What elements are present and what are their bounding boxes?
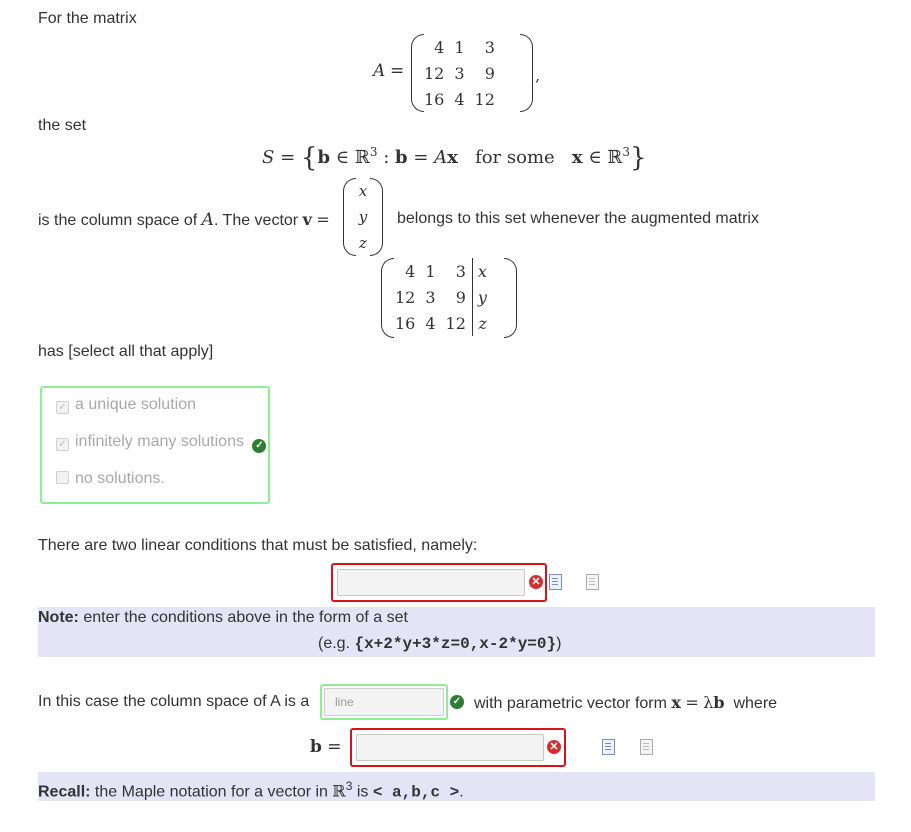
matrix-a-display xyxy=(373,34,543,114)
matrix-cell: y xyxy=(477,287,487,307)
b-input[interactable] xyxy=(356,734,544,761)
eq: = xyxy=(327,737,342,757)
matrix-cell: x xyxy=(477,261,487,281)
line-answer-box xyxy=(320,684,448,720)
recall-is: is xyxy=(356,783,369,801)
column-space-prompt: In this case the column space of A is a xyxy=(38,693,310,710)
x-vec: x xyxy=(447,147,458,168)
matrix-row xyxy=(390,310,492,336)
matrix-cell: 12 xyxy=(441,310,473,336)
left-brace: { xyxy=(300,143,318,173)
recall-text xyxy=(38,779,464,801)
matrix-cell: 12 xyxy=(424,63,445,83)
in: ∈ xyxy=(335,147,350,168)
vector-v xyxy=(343,178,383,256)
choice-infinite[interactable] xyxy=(56,433,266,453)
matrix-row xyxy=(390,258,492,284)
choice-none[interactable] xyxy=(56,470,165,488)
exp: 3 xyxy=(369,145,378,159)
choice-label: a unique solution xyxy=(75,396,196,413)
correct-icon: ✓ xyxy=(252,439,266,453)
vector-entry: z xyxy=(359,234,367,252)
vector-entry: y xyxy=(358,208,368,226)
example-post: ) xyxy=(556,635,562,652)
matrix-cell: 3 xyxy=(484,37,495,57)
col-space-text: is the column space of xyxy=(38,212,198,229)
preview-icon[interactable] xyxy=(602,739,615,755)
choice-label: infinitely many solutions xyxy=(75,433,244,450)
matrix-a-label: A xyxy=(373,61,386,81)
b-vec: b xyxy=(395,147,408,168)
matrix-cell: z xyxy=(478,313,487,333)
intro-the-set: the set xyxy=(38,117,87,134)
recall-bold: Recall: xyxy=(38,783,91,801)
example-pre: (e.g. xyxy=(318,635,355,652)
equals-sign: = xyxy=(390,61,405,81)
b-answer-box xyxy=(350,728,566,767)
choice-unique[interactable] xyxy=(56,396,196,414)
correct-icon: ✓ xyxy=(450,695,464,709)
set-s-definition xyxy=(262,143,647,173)
where-text: where xyxy=(733,695,778,712)
col-space-sentence xyxy=(38,210,330,230)
b-label: b xyxy=(310,737,322,757)
a-symbol: A xyxy=(201,210,214,230)
preview-icon[interactable] xyxy=(549,574,562,590)
conditions-prompt: There are two linear conditions that must be satisfied, namely: xyxy=(38,537,478,554)
recall-body: the Maple notation for a vector in xyxy=(90,783,328,801)
reals: ℝ xyxy=(354,147,370,168)
matrix-cell: 16 xyxy=(395,313,416,333)
matrix-cell: 3 xyxy=(441,258,473,284)
a-symbol: A xyxy=(434,147,448,168)
matrix-cell: 4 xyxy=(405,261,416,281)
recall-end: . xyxy=(459,783,464,801)
line-input[interactable]: line xyxy=(324,688,444,716)
matrix-cell: 3 xyxy=(454,63,465,83)
checkbox-checked-icon[interactable]: ✓ xyxy=(56,438,69,451)
recall-code: < a,b,c > xyxy=(372,783,460,802)
matrix-a xyxy=(411,34,533,112)
matrix-cell: 4 xyxy=(434,37,445,57)
matrix-row xyxy=(390,284,492,310)
note-bold: Note: xyxy=(38,609,79,626)
choice-group xyxy=(40,386,270,504)
matrix-cell: 3 xyxy=(425,287,436,307)
syntax-help-icon[interactable] xyxy=(640,739,653,755)
matrix-cell: 1 xyxy=(454,37,465,57)
eq: = xyxy=(280,147,296,168)
right-brace: } xyxy=(630,143,647,173)
select-all-prompt: has [select all that apply] xyxy=(38,343,214,360)
matrix-cell: 12 xyxy=(395,287,416,307)
conditions-input[interactable] xyxy=(337,569,525,596)
matrix-cell: 9 xyxy=(441,284,473,310)
comma: , xyxy=(535,66,541,85)
x-vec: x xyxy=(571,147,583,168)
incorrect-icon: ✕ xyxy=(529,575,543,589)
matrix-row xyxy=(419,60,500,86)
matrix-cell: 4 xyxy=(425,313,436,333)
matrix-cell: 12 xyxy=(474,89,495,109)
exp: 3 xyxy=(622,145,630,159)
matrix-cell: 16 xyxy=(424,89,445,109)
matrix-row xyxy=(419,34,500,60)
checkbox-checked-icon[interactable]: ✓ xyxy=(56,401,69,414)
colon: : xyxy=(383,147,390,168)
eq: = xyxy=(685,693,699,712)
in: ∈ xyxy=(588,147,602,168)
equals-sign: = xyxy=(316,210,330,229)
note-text xyxy=(38,609,408,627)
example-code: {x+2*y+3*z=0,x-2*y=0} xyxy=(354,635,557,653)
lambda: λ xyxy=(703,693,714,712)
b-equals xyxy=(310,737,342,757)
choice-label: no solutions. xyxy=(75,470,165,487)
exp: 3 xyxy=(345,779,353,793)
matrix-cell: 1 xyxy=(425,261,436,281)
parametric-form-text xyxy=(474,693,777,713)
set-s-symbol: S xyxy=(262,147,275,168)
b-vec: b xyxy=(317,147,331,168)
col-space-text-b: . The vector xyxy=(213,212,299,229)
augmented-matrix xyxy=(381,258,517,338)
eq: = xyxy=(413,147,429,168)
parametric-label: with parametric vector form xyxy=(474,695,667,712)
for-some: for some xyxy=(475,147,555,168)
belongs-text: belongs to this set whenever the augmented matrix xyxy=(397,210,759,227)
note-example xyxy=(318,635,561,653)
intro-for-matrix: For the matrix xyxy=(38,10,137,27)
v-symbol: v xyxy=(302,210,312,229)
reals: ℝ xyxy=(607,147,623,168)
syntax-help-icon[interactable] xyxy=(586,574,599,590)
conditions-answer-box xyxy=(331,563,547,602)
matrix-cell: 4 xyxy=(454,89,465,109)
matrix-row xyxy=(419,86,500,112)
matrix-cell: 9 xyxy=(484,63,495,83)
x-vec: x xyxy=(671,693,681,712)
checkbox-icon[interactable] xyxy=(56,471,69,484)
b-vec: b xyxy=(713,693,725,712)
reals: ℝ xyxy=(332,781,346,801)
note-body: enter the conditions above in the form of a set xyxy=(78,609,408,626)
incorrect-icon: ✕ xyxy=(547,740,561,754)
vector-entry: x xyxy=(358,182,368,200)
